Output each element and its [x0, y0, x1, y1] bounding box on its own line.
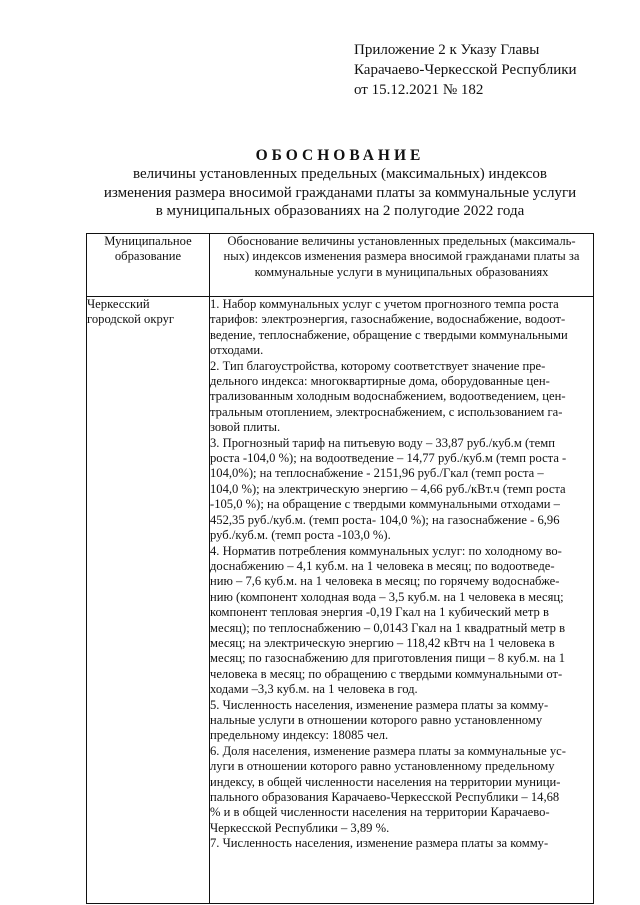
municipality-cell [87, 297, 210, 904]
justification-line: тарифов: электроэнергия, газоснабжение, водоснабжение, водоот- [210, 312, 566, 327]
justification-line: трализованным холодным водоснабжением, водоотведением, цен- [210, 389, 566, 404]
justification-table [86, 233, 594, 904]
justification-line: 2. Тип благоустройства, которому соответствует значение пре- [210, 358, 546, 373]
justification-line: месяц); по теплоснабжению – 0,0143 Гкал на 1 квадратный метр в [210, 620, 566, 635]
justification-line: луги в отношении которого равно установленному предельному [210, 759, 555, 774]
justification-line: Черкесской Республики – 3,89 %. [210, 820, 390, 835]
justification-line: нальные услуги в отношении которого равно установленному [210, 712, 543, 727]
justification-line: ведение, теплоснабжение, обращение с твердыми коммунальными [210, 327, 568, 342]
subtitle-line: в муниципальных образованиях на 2 полугодие 2022 года [155, 203, 525, 219]
header-text: Муниципальное [104, 234, 192, 248]
justification-line: ходами –3,3 куб.м. на 1 человека в год. [210, 682, 418, 697]
justification-line: человека в месяц; по обращению с твердыми коммунальными от- [210, 666, 563, 681]
header-text: коммунальные услуги в муниципальных образованиях [254, 264, 549, 279]
justification-cell [210, 297, 594, 904]
justification-line: 104,0%); на теплоснабжение - 2151,96 руб./Гкал (темп роста – [210, 466, 544, 481]
document-header [354, 40, 624, 100]
justification-line: роста -104,0 %); на водоотведение – 14,77 руб./куб.м (темп роста - [210, 451, 567, 466]
header-text: Обоснование величины установленных предельных (максималь- [227, 234, 576, 248]
justification-line: -105,0 %); на обращение с твердыми коммунальными отходами – [210, 497, 560, 512]
justification-line: тральным отоплением, электроснабжением, с использованием га- [210, 404, 563, 419]
subtitle-line: величины установленных предельных (максимальных) индексов [132, 166, 548, 182]
justification-line: компонент тепловая энергия -0,19 Гкал на 1 кубический метр в [210, 605, 549, 620]
document-title: ОБОСНОВАНИЕ [255, 147, 425, 164]
table-header-row [87, 234, 594, 297]
justification-line: месяц; на электрическую энергию – 118,42 кВтч на 1 человека в [210, 635, 555, 650]
justification-line: 1. Набор коммунальных услуг с учетом прогнозного темпа роста [210, 297, 559, 311]
justification-line: доснабжению – 4,1 куб.м. на 1 человека в месяц; по водоотведе- [210, 558, 555, 573]
justification-line: зовой плиты. [210, 420, 281, 435]
justification-line: отходами. [210, 343, 264, 358]
justification-line: 4. Норматив потребления коммунальных услуг: по холодному во- [210, 543, 562, 558]
header-text: ных) индексов изменения размера вносимой гражданами платы за [223, 249, 580, 264]
column-header-municipality [87, 234, 210, 297]
justification-line: нию – 7,6 куб.м. на 1 человека в месяц; по горячему водоснабже- [210, 574, 560, 589]
header-text: образование [114, 249, 182, 264]
title-block [40, 147, 640, 221]
table-row [87, 297, 594, 904]
justification-line: 6. Доля населения, изменение размера платы за коммунальные ус- [210, 743, 566, 758]
justification-line: месяц; по газоснабжению для приготовления пищи – 8 куб.м. на 1 [210, 651, 565, 666]
justification-line: предельному индексу: 18085 чел. [210, 728, 389, 743]
justification-line: 7. Численность населения, изменение размера платы за комму- [210, 836, 549, 851]
justification-line: пального образования Карачаево-Черкесской Республики – 14,68 [210, 790, 560, 804]
municipality-text: Черкесский [87, 297, 150, 311]
header-line: Приложение 2 к Указу Главы [354, 42, 540, 58]
municipality-text: городской округ [87, 312, 175, 327]
column-header-justification [210, 234, 594, 297]
justification-line: 104,0 %); на электрическую энергию – 4,66 руб./кВт.ч (темп роста [210, 481, 566, 496]
header-line: от 15.12.2021 № 182 [354, 82, 484, 98]
justification-line: 5. Численность населения, изменение размера платы за комму- [210, 697, 549, 712]
justification-line: 452,35 руб./куб.м. (темп роста- 104,0 %); на газоснабжение - 6,96 [210, 512, 560, 527]
justification-line: дельного индекса: многоквартирные дома, оборудованные цен- [210, 374, 550, 389]
justification-line: нию (компонент холодная вода – 3,5 куб.м. на 1 человека в месяц; [210, 589, 564, 604]
subtitle-line: изменения размера вносимой гражданами платы за коммунальные услуги [103, 184, 577, 201]
justification-line: руб./куб.м. (темп роста -103,0 %). [210, 528, 391, 543]
header-line: Карачаево-Черкесской Республики [354, 62, 577, 78]
justification-line: 3. Прогнозный тариф на питьевую воду – 33,87 руб./куб.м (темп [210, 435, 555, 450]
justification-line: % и в общей численности населения на территории Карачаево- [210, 805, 550, 820]
justification-line: индексу, в общей численности населения на территории муници- [210, 774, 561, 789]
